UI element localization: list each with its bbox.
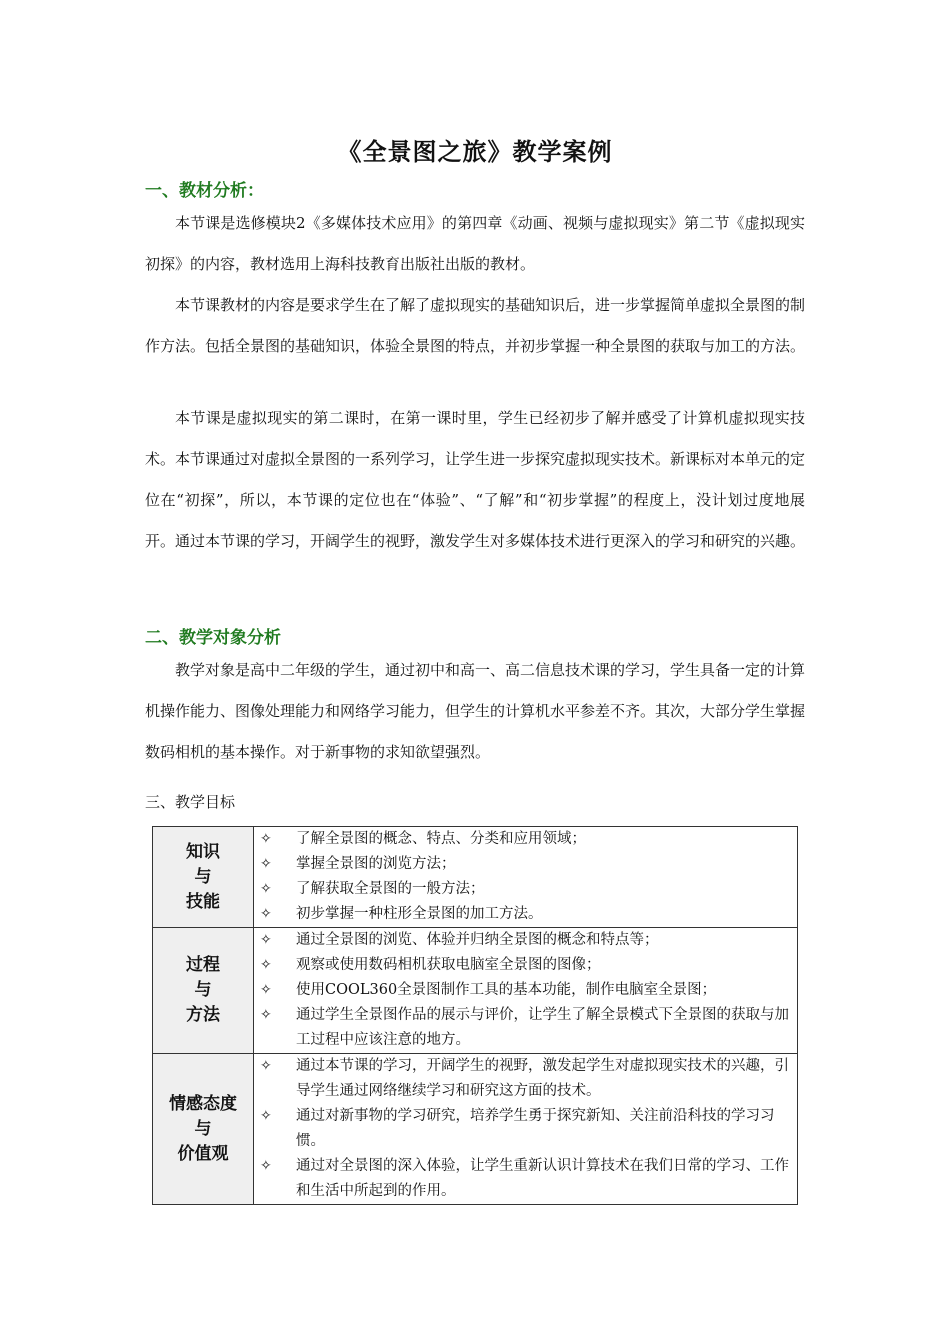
table-row	[153, 827, 798, 928]
category-cell	[153, 928, 254, 1054]
list-item: ✧ 通过学生全景图作品的展示与评价，让学生了解全景模式下全景图的获取与加工过程中应该注意的地方。	[260, 1003, 789, 1053]
table-row	[153, 1054, 798, 1205]
paragraph: 本节课教材的内容是要求学生在了解了虚拟现实的基础知识后，进一步掌握简单虚拟全景图的制作方法。包括全景图的基础知识，体验全景图的特点，并初步掌握一种全景图的获取与加工的方法。	[145, 296, 806, 355]
diamond-bullet-icon: ✧	[260, 932, 272, 948]
category-line: 方法	[186, 1005, 220, 1025]
list-item: ✧ 通过全景图的浏览、体验并归纳全景图的概念和特点等；	[260, 928, 789, 953]
items-cell	[254, 827, 798, 928]
diamond-bullet-icon: ✧	[260, 1158, 272, 1174]
list-item: ✧ 观察或使用数码相机获取电脑室全景图的图像；	[260, 953, 789, 978]
list-item: ✧ 了解全景图的概念、特点、分类和应用领域；	[260, 827, 789, 852]
category-cell	[153, 827, 254, 928]
category-line: 与	[194, 980, 212, 1000]
category-line: 情感态度	[169, 1093, 237, 1114]
goals-table	[152, 826, 798, 1205]
items-cell	[254, 928, 798, 1054]
category-line: 价值观	[177, 1143, 229, 1164]
category-line: 与	[194, 1118, 212, 1139]
table-row	[153, 928, 798, 1054]
list-item: ✧ 初步掌握一种柱形全景图的加工方法。	[260, 902, 789, 927]
items-cell	[254, 1054, 798, 1205]
diamond-bullet-icon: ✧	[260, 1007, 272, 1023]
category-line: 与	[194, 866, 212, 887]
diamond-bullet-icon: ✧	[260, 957, 272, 973]
document-title: 《全景图之旅》教学案例	[337, 138, 613, 166]
paragraph: 本节课是虚拟现实的第二课时，在第一课时里，学生已经初步了解并感受了计算机虚拟现实技术。本节课通过对虚拟全景图的一系列学习，让学生进一步探究虚拟现实技术。新课标对本单元的定位在“初探”，所以，本节课的定位也在“体验”、“了解”和“初步掌握”的程度上，没计划过度地展开。通过本节课的学习，开阔学生的视野，激发学生对多媒体技术进行更深入的学习和研究的兴趣。	[145, 409, 806, 550]
diamond-bullet-icon: ✧	[260, 831, 272, 847]
list-item: ✧ 掌握全景图的浏览方法；	[260, 852, 789, 877]
list-item: ✧ 了解获取全景图的一般方法；	[260, 877, 789, 902]
section-heading-goals: 三、教学目标	[145, 793, 236, 811]
list-item: ✧ 使用COOL360全景图制作工具的基本功能，制作电脑室全景图；	[260, 978, 789, 1003]
diamond-bullet-icon: ✧	[260, 1108, 272, 1124]
diamond-bullet-icon: ✧	[260, 1058, 272, 1074]
category-cell	[153, 1054, 254, 1205]
category-line: 技能	[186, 891, 220, 912]
paragraph: 本节课是选修模块2《多媒体技术应用》的第四章《动画、视频与虚拟现实》第二节《虚拟现实初探》的内容，教材选用上海科技教育出版社出版的教材。	[145, 214, 805, 273]
section-heading-students: 二、教学对象分析	[145, 628, 281, 648]
category-line: 过程	[186, 955, 220, 975]
paragraph: 教学对象是高中二年级的学生，通过初中和高一、高二信息技术课的学习，学生具备一定的计算机操作能力、图像处理能力和网络学习能力，但学生的计算机水平参差不齐。其次，大部分学生掌握数码相机的基本操作。对于新事物的求知欲望强烈。	[145, 661, 806, 761]
diamond-bullet-icon: ✧	[260, 982, 272, 998]
section-heading-materials: 一、教材分析：	[145, 181, 264, 201]
diamond-bullet-icon: ✧	[260, 856, 272, 872]
list-item: ✧ 通过本节课的学习，开阔学生的视野，激发起学生对虚拟现实技术的兴趣，引导学生通过网络继续学习和研究这方面的技术。	[260, 1054, 789, 1104]
diamond-bullet-icon: ✧	[260, 881, 272, 897]
list-item: ✧ 通过对新事物的学习研究，培养学生勇于探究新知、关注前沿科技的学习习惯。	[260, 1104, 789, 1154]
category-line: 知识	[186, 841, 220, 862]
list-item: ✧ 通过对全景图的深入体验，让学生重新认识计算技术在我们日常的学习、工作和生活中所起到的作用。	[260, 1154, 789, 1204]
diamond-bullet-icon: ✧	[260, 906, 272, 922]
